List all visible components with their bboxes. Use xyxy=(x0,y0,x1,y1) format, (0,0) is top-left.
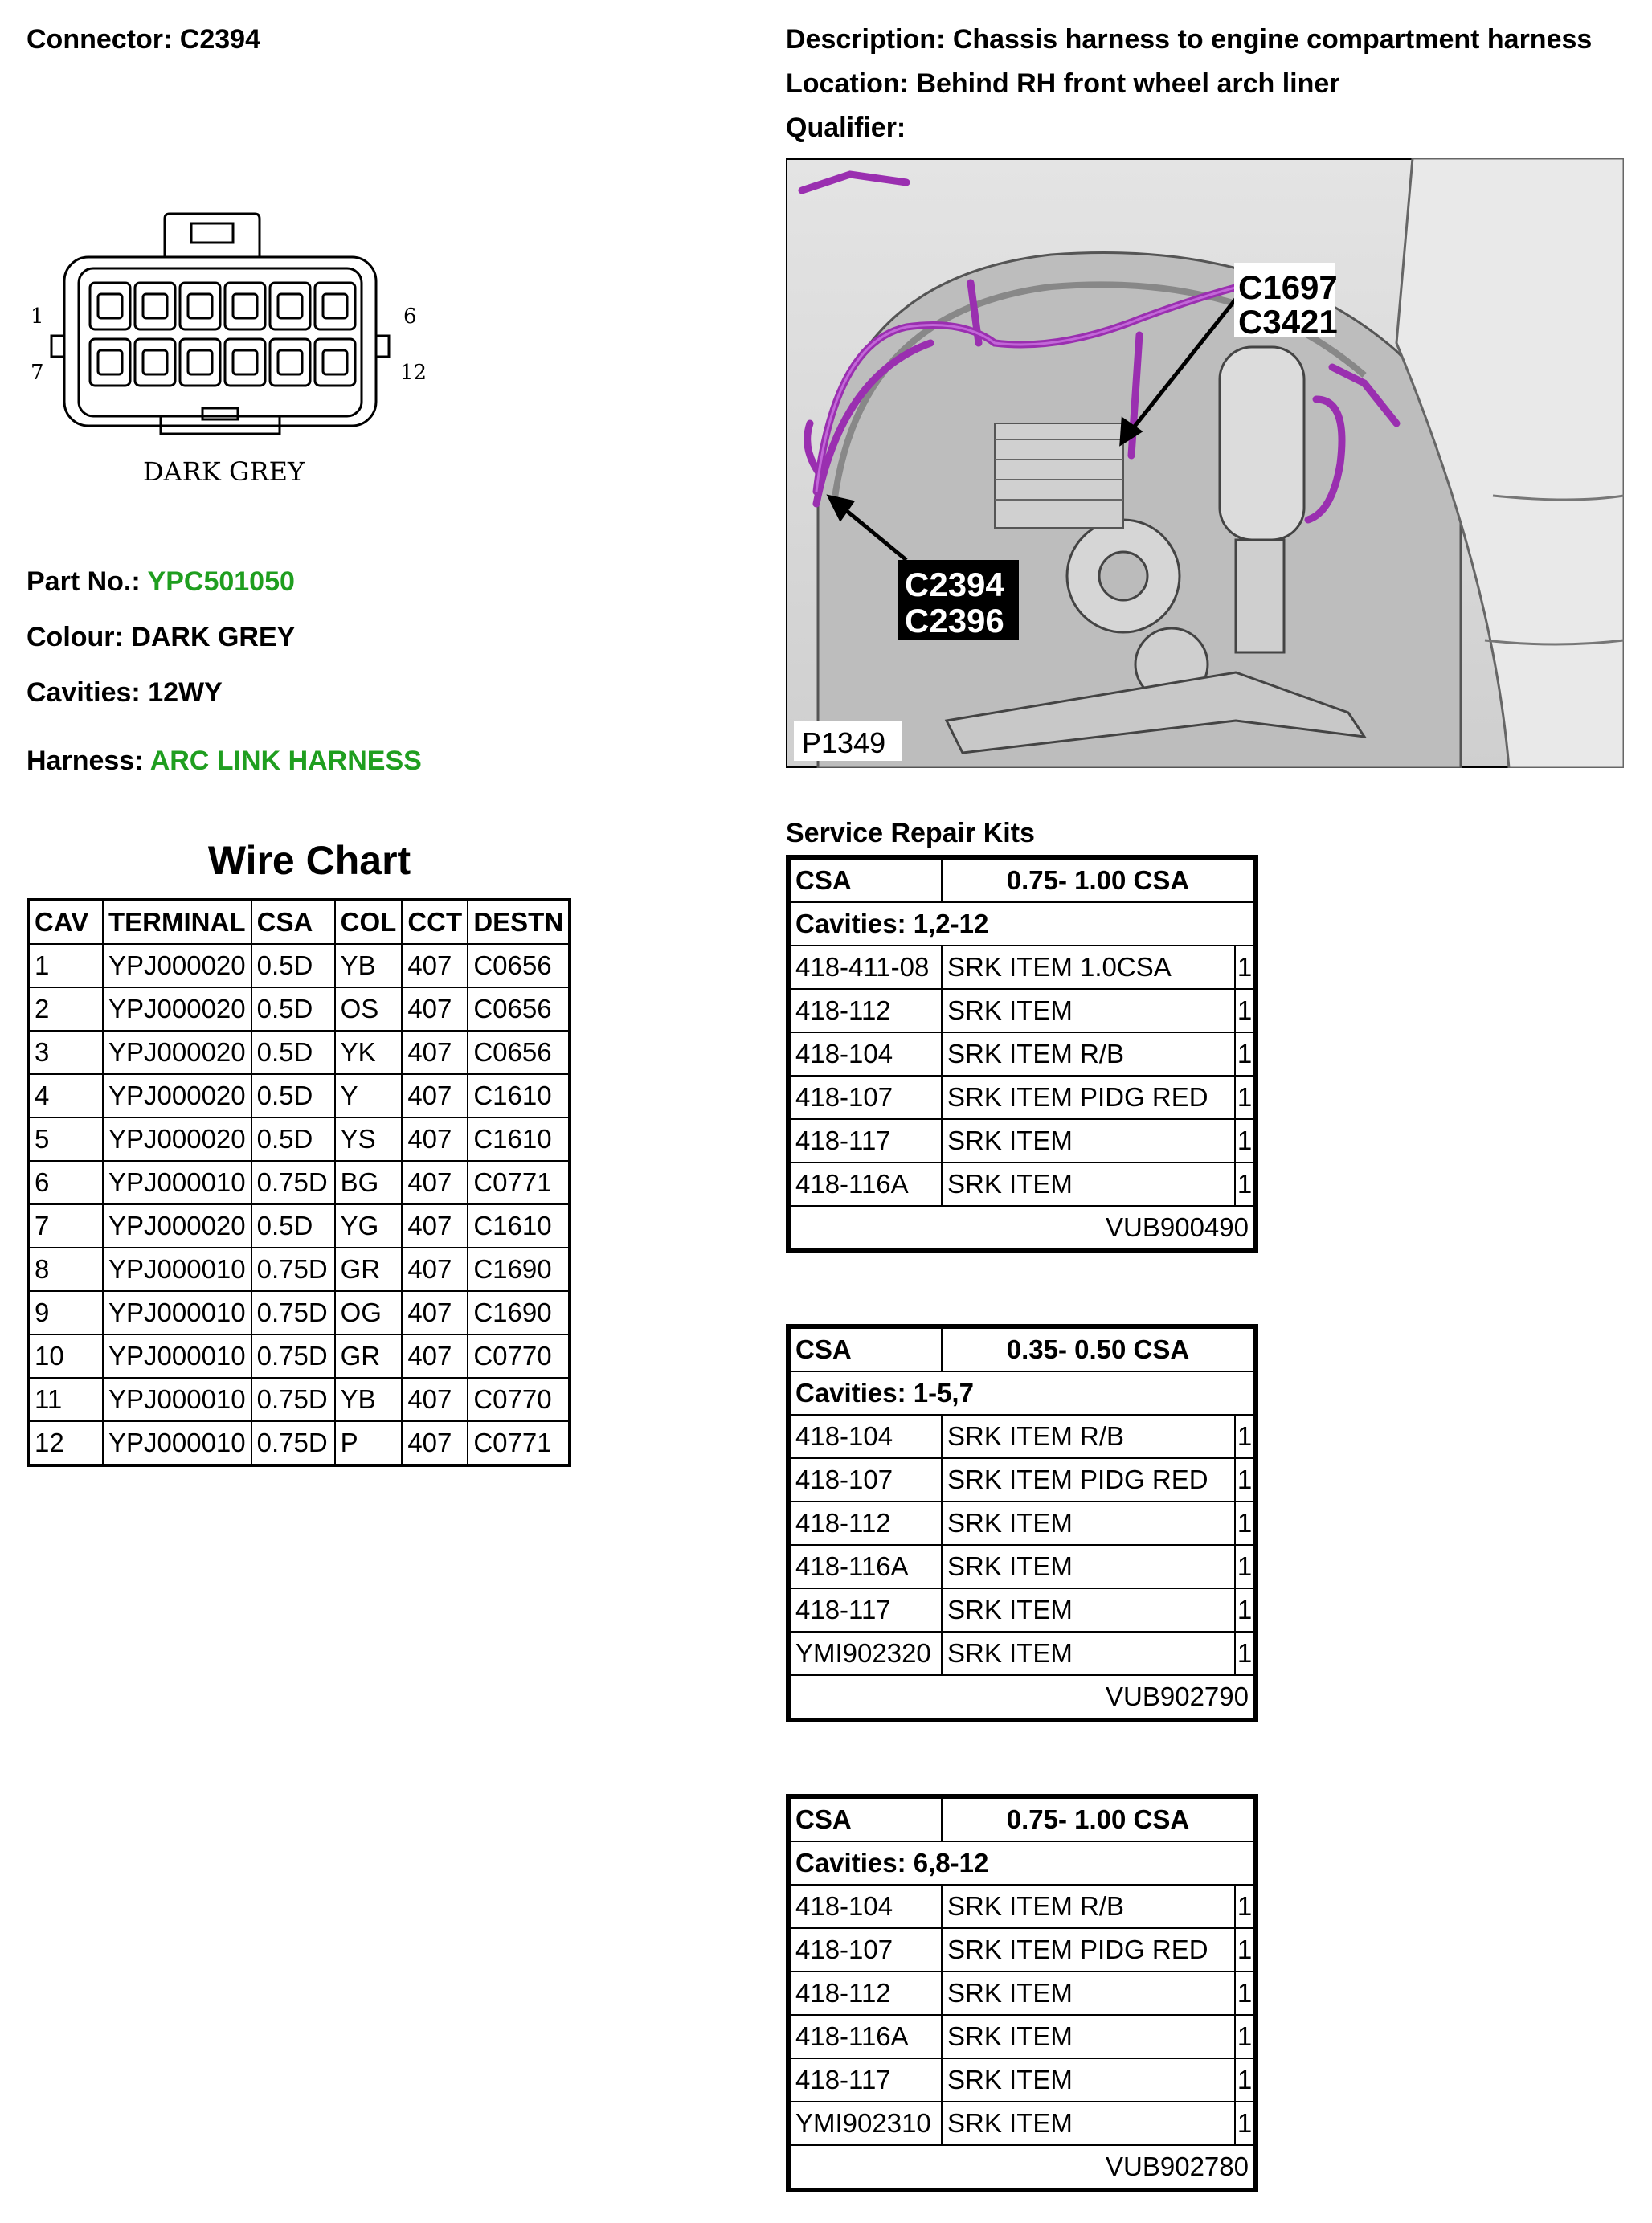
table-cell: 9 xyxy=(28,1291,103,1334)
table-row xyxy=(28,1421,570,1465)
wire-chart-header-row xyxy=(28,900,570,944)
table-cell: YB xyxy=(335,1378,403,1421)
connector-label: Connector: xyxy=(27,24,173,55)
cavities-value: 12WY xyxy=(148,677,223,708)
table-cell: YPJ000020 xyxy=(103,944,251,987)
connector-face-drawing xyxy=(24,201,442,498)
kit-item-part: 418-104 xyxy=(790,1415,942,1458)
kit-item-row xyxy=(790,1076,1254,1119)
kit-ref-row xyxy=(790,1675,1254,1718)
table-cell: 7 xyxy=(28,1204,103,1248)
kit-item-row xyxy=(790,1545,1254,1588)
kit-item-row xyxy=(790,1885,1254,1928)
kit-item-desc: SRK ITEM 1.0CSA xyxy=(942,946,1235,989)
wire-chart-title: Wire Chart xyxy=(207,838,411,883)
kit-item-desc: SRK ITEM PIDG RED xyxy=(942,1928,1235,1972)
kit-header-row xyxy=(790,859,1254,902)
kit-item-qty: 1 xyxy=(1235,1632,1254,1675)
table-cell: 0.5D xyxy=(251,1118,335,1161)
table-row xyxy=(28,1204,570,1248)
table-cell: 407 xyxy=(402,1421,468,1465)
table-cell: 407 xyxy=(402,1118,468,1161)
kit-item-desc: SRK ITEM xyxy=(942,2015,1235,2058)
kit-item-qty: 1 xyxy=(1235,1415,1254,1458)
table-row xyxy=(28,987,570,1031)
kit-item-part: 418-411-08 xyxy=(790,946,942,989)
table-cell: BG xyxy=(335,1161,403,1204)
table-cell: C1690 xyxy=(468,1248,570,1291)
table-cell: YG xyxy=(335,1204,403,1248)
col-terminal: TERMINAL xyxy=(103,900,251,944)
table-cell: 0.75D xyxy=(251,1291,335,1334)
description-value: Chassis harness to engine compartment harness xyxy=(952,24,1593,55)
kit-item-part: 418-112 xyxy=(790,1502,942,1545)
table-cell: 2 xyxy=(28,987,103,1031)
table-cell: 8 xyxy=(28,1248,103,1291)
colour-line xyxy=(27,622,295,653)
kit-item-desc: SRK ITEM xyxy=(942,2058,1235,2102)
table-row xyxy=(28,1074,570,1118)
kit-csa-range: 0.35- 0.50 CSA xyxy=(942,1328,1254,1371)
location-line xyxy=(786,68,1340,100)
table-cell: 0.75D xyxy=(251,1421,335,1465)
harness-link[interactable]: ARC LINK HARNESS xyxy=(149,746,422,776)
kit-header-row xyxy=(790,1798,1254,1841)
kit-csa-range: 0.75- 1.00 CSA xyxy=(942,1798,1254,1841)
kit-ref: VUB900490 xyxy=(790,1206,1254,1249)
table-row xyxy=(28,1031,570,1074)
table-cell: 12 xyxy=(28,1421,103,1465)
harness-label: Harness: xyxy=(27,746,144,776)
table-cell: YPJ000020 xyxy=(103,1074,251,1118)
col-cct: CCT xyxy=(402,900,468,944)
table-cell: 1 xyxy=(28,944,103,987)
table-cell: 0.5D xyxy=(251,987,335,1031)
table-cell: YPJ000010 xyxy=(103,1378,251,1421)
kit-item-row xyxy=(790,1928,1254,1972)
drawing-caption: DARK GREY xyxy=(143,456,305,487)
table-row xyxy=(28,1378,570,1421)
part-number-link[interactable]: YPC501050 xyxy=(147,566,295,597)
kit-item-desc: SRK ITEM R/B xyxy=(942,1032,1235,1076)
callout-c2396: C2396 xyxy=(905,602,1004,640)
table-cell: YPJ000020 xyxy=(103,1118,251,1161)
table-cell: YPJ000010 xyxy=(103,1248,251,1291)
kit-item-part: 418-107 xyxy=(790,1928,942,1972)
kit-item-part: 418-107 xyxy=(790,1076,942,1119)
table-cell: C0656 xyxy=(468,1031,570,1074)
qualifier-label: Qualifier: xyxy=(786,112,906,143)
table-cell: YPJ000010 xyxy=(103,1421,251,1465)
kit-ref-row xyxy=(790,1206,1254,1249)
table-cell: 0.5D xyxy=(251,1031,335,1074)
table-cell: 407 xyxy=(402,1161,468,1204)
kit-cavities: Cavities: 1-5,7 xyxy=(790,1371,1254,1415)
harness-line xyxy=(27,746,422,777)
location-photo xyxy=(786,158,1624,768)
table-cell: 407 xyxy=(402,1291,468,1334)
table-cell: C0771 xyxy=(468,1421,570,1465)
wire-chart-table xyxy=(27,898,571,1467)
kit-item-desc: SRK ITEM xyxy=(942,1972,1235,2015)
kit-item-row xyxy=(790,946,1254,989)
cavities-line xyxy=(27,677,223,709)
table-cell: 407 xyxy=(402,1248,468,1291)
table-cell: 5 xyxy=(28,1118,103,1161)
kit-item-qty: 1 xyxy=(1235,946,1254,989)
kit-item-desc: SRK ITEM xyxy=(942,1545,1235,1588)
location-value: Behind RH front wheel arch liner xyxy=(916,68,1340,99)
table-cell: 6 xyxy=(28,1161,103,1204)
description-line xyxy=(786,24,1592,55)
table-cell: YB xyxy=(335,944,403,987)
kit-item-qty: 1 xyxy=(1235,1928,1254,1972)
table-cell: YPJ000020 xyxy=(103,1204,251,1248)
kit-item-qty: 1 xyxy=(1235,1545,1254,1588)
kit-cavities: Cavities: 6,8-12 xyxy=(790,1841,1254,1885)
kit-item-part: YMI902310 xyxy=(790,2102,942,2145)
kit-item-part: 418-116A xyxy=(790,2015,942,2058)
kit-item-qty: 1 xyxy=(1235,1458,1254,1502)
table-cell: C1610 xyxy=(468,1074,570,1118)
kit-item-qty: 1 xyxy=(1235,989,1254,1032)
kit-ref-row xyxy=(790,2145,1254,2188)
kit-item-desc: SRK ITEM xyxy=(942,2102,1235,2145)
repair-kit-table xyxy=(786,1324,1258,1722)
table-cell: C0770 xyxy=(468,1334,570,1378)
pin-label-6: 6 xyxy=(403,304,417,329)
qualifier-line xyxy=(786,112,906,144)
col-cav: CAV xyxy=(28,900,103,944)
callout-c1697: C1697 xyxy=(1238,268,1338,306)
kit-item-row xyxy=(790,1163,1254,1206)
kit-item-row xyxy=(790,1458,1254,1502)
table-cell: YPJ000010 xyxy=(103,1161,251,1204)
pin-label-1: 1 xyxy=(31,304,44,329)
description-label: Description: xyxy=(786,24,946,55)
table-cell: OS xyxy=(335,987,403,1031)
kit-item-qty: 1 xyxy=(1235,1885,1254,1928)
kit-csa-label: CSA xyxy=(790,1798,942,1841)
kit-item-qty: 1 xyxy=(1235,1972,1254,2015)
kit-csa-label: CSA xyxy=(790,859,942,902)
kit-item-part: 418-112 xyxy=(790,989,942,1032)
kit-item-qty: 1 xyxy=(1235,1076,1254,1119)
kit-item-row xyxy=(790,1032,1254,1076)
kit-item-part: 418-116A xyxy=(790,1545,942,1588)
table-cell: 0.75D xyxy=(251,1334,335,1378)
table-cell: Y xyxy=(335,1074,403,1118)
table-cell: YPJ000020 xyxy=(103,1031,251,1074)
colour-value: DARK GREY xyxy=(131,622,296,652)
kit-item-part: 418-117 xyxy=(790,2058,942,2102)
table-cell: 407 xyxy=(402,1031,468,1074)
kit-item-row xyxy=(790,2102,1254,2145)
kit-item-row xyxy=(790,2015,1254,2058)
table-cell: GR xyxy=(335,1334,403,1378)
kit-item-qty: 1 xyxy=(1235,2058,1254,2102)
kit-item-desc: SRK ITEM xyxy=(942,1119,1235,1163)
table-cell: YK xyxy=(335,1031,403,1074)
service-repair-kits-title: Service Repair Kits xyxy=(786,818,1035,848)
table-row xyxy=(28,1334,570,1378)
kit-item-qty: 1 xyxy=(1235,2015,1254,2058)
table-cell: C1610 xyxy=(468,1118,570,1161)
table-cell: 0.5D xyxy=(251,1074,335,1118)
table-cell: C0771 xyxy=(468,1161,570,1204)
table-row xyxy=(28,944,570,987)
callout-c3421: C3421 xyxy=(1238,303,1338,341)
kit-item-desc: SRK ITEM xyxy=(942,1588,1235,1632)
table-cell: YPJ000010 xyxy=(103,1334,251,1378)
kit-item-part: 418-104 xyxy=(790,1885,942,1928)
table-cell: 407 xyxy=(402,1074,468,1118)
table-cell: 0.5D xyxy=(251,1204,335,1248)
col-csa: CSA xyxy=(251,900,335,944)
kit-item-desc: SRK ITEM R/B xyxy=(942,1885,1235,1928)
table-cell: YS xyxy=(335,1118,403,1161)
pin-label-12: 12 xyxy=(400,361,427,385)
kit-item-row xyxy=(790,1972,1254,2015)
table-cell: 0.75D xyxy=(251,1248,335,1291)
table-cell: 407 xyxy=(402,1204,468,1248)
kit-item-part: 418-117 xyxy=(790,1119,942,1163)
connector-heading xyxy=(27,24,260,55)
table-cell: YPJ000020 xyxy=(103,987,251,1031)
kit-item-desc: SRK ITEM PIDG RED xyxy=(942,1076,1235,1119)
kit-item-qty: 1 xyxy=(1235,1032,1254,1076)
kit-item-qty: 1 xyxy=(1235,1588,1254,1632)
table-cell: GR xyxy=(335,1248,403,1291)
kit-item-row xyxy=(790,1415,1254,1458)
repair-kit-table xyxy=(786,855,1258,1253)
repair-kit-table xyxy=(786,1794,1258,2192)
kit-ref: VUB902790 xyxy=(790,1675,1254,1718)
kit-item-qty: 1 xyxy=(1235,2102,1254,2145)
table-cell: 4 xyxy=(28,1074,103,1118)
kit-cavities-row xyxy=(790,1371,1254,1415)
kit-item-desc: SRK ITEM xyxy=(942,1632,1235,1675)
table-cell: P xyxy=(335,1421,403,1465)
kit-item-qty: 1 xyxy=(1235,1163,1254,1206)
kit-item-qty: 1 xyxy=(1235,1502,1254,1545)
table-row xyxy=(28,1118,570,1161)
kit-item-desc: SRK ITEM xyxy=(942,989,1235,1032)
table-cell: C0770 xyxy=(468,1378,570,1421)
kit-ref: VUB902780 xyxy=(790,2145,1254,2188)
table-cell: 407 xyxy=(402,1378,468,1421)
kit-item-row xyxy=(790,1632,1254,1675)
part-label: Part No.: xyxy=(27,566,141,597)
kit-cavities-row xyxy=(790,902,1254,946)
table-cell: 407 xyxy=(402,1334,468,1378)
col-col: COL xyxy=(335,900,403,944)
location-label: Location: xyxy=(786,68,909,99)
photo-ref: P1349 xyxy=(802,726,886,759)
table-cell: OG xyxy=(335,1291,403,1334)
table-cell: 407 xyxy=(402,944,468,987)
kit-item-row xyxy=(790,1588,1254,1632)
table-row xyxy=(28,1161,570,1204)
table-cell: C1610 xyxy=(468,1204,570,1248)
kit-cavities-row xyxy=(790,1841,1254,1885)
table-cell: 11 xyxy=(28,1378,103,1421)
kit-item-desc: SRK ITEM PIDG RED xyxy=(942,1458,1235,1502)
table-cell: 0.5D xyxy=(251,944,335,987)
kit-item-row xyxy=(790,2058,1254,2102)
kit-item-part: 418-104 xyxy=(790,1032,942,1076)
table-row xyxy=(28,1248,570,1291)
kit-item-row xyxy=(790,1119,1254,1163)
table-cell: C0656 xyxy=(468,944,570,987)
kit-item-row xyxy=(790,1502,1254,1545)
colour-label: Colour: xyxy=(27,622,124,652)
table-cell: YPJ000010 xyxy=(103,1291,251,1334)
kit-item-desc: SRK ITEM xyxy=(942,1163,1235,1206)
cavities-label: Cavities: xyxy=(27,677,141,708)
kit-csa-range: 0.75- 1.00 CSA xyxy=(942,859,1254,902)
table-cell: 407 xyxy=(402,987,468,1031)
kit-csa-label: CSA xyxy=(790,1328,942,1371)
callout-c2394: C2394 xyxy=(905,566,1004,603)
kit-item-desc: SRK ITEM R/B xyxy=(942,1415,1235,1458)
kit-item-part: YMI902320 xyxy=(790,1632,942,1675)
table-cell: 10 xyxy=(28,1334,103,1378)
kit-cavities: Cavities: 1,2-12 xyxy=(790,902,1254,946)
table-cell: C1690 xyxy=(468,1291,570,1334)
table-row xyxy=(28,1291,570,1334)
table-cell: 0.75D xyxy=(251,1378,335,1421)
part-number-line xyxy=(27,566,295,598)
table-cell: 0.75D xyxy=(251,1161,335,1204)
kit-item-part: 418-107 xyxy=(790,1458,942,1502)
kit-header-row xyxy=(790,1328,1254,1371)
table-cell: C0656 xyxy=(468,987,570,1031)
kit-item-desc: SRK ITEM xyxy=(942,1502,1235,1545)
col-destn: DESTN xyxy=(468,900,570,944)
kit-item-qty: 1 xyxy=(1235,1119,1254,1163)
connector-id: C2394 xyxy=(179,24,260,55)
kit-item-part: 418-112 xyxy=(790,1972,942,2015)
kit-item-part: 418-116A xyxy=(790,1163,942,1206)
kit-item-row xyxy=(790,989,1254,1032)
kit-item-part: 418-117 xyxy=(790,1588,942,1632)
table-cell: 3 xyxy=(28,1031,103,1074)
pin-label-7: 7 xyxy=(31,361,44,385)
